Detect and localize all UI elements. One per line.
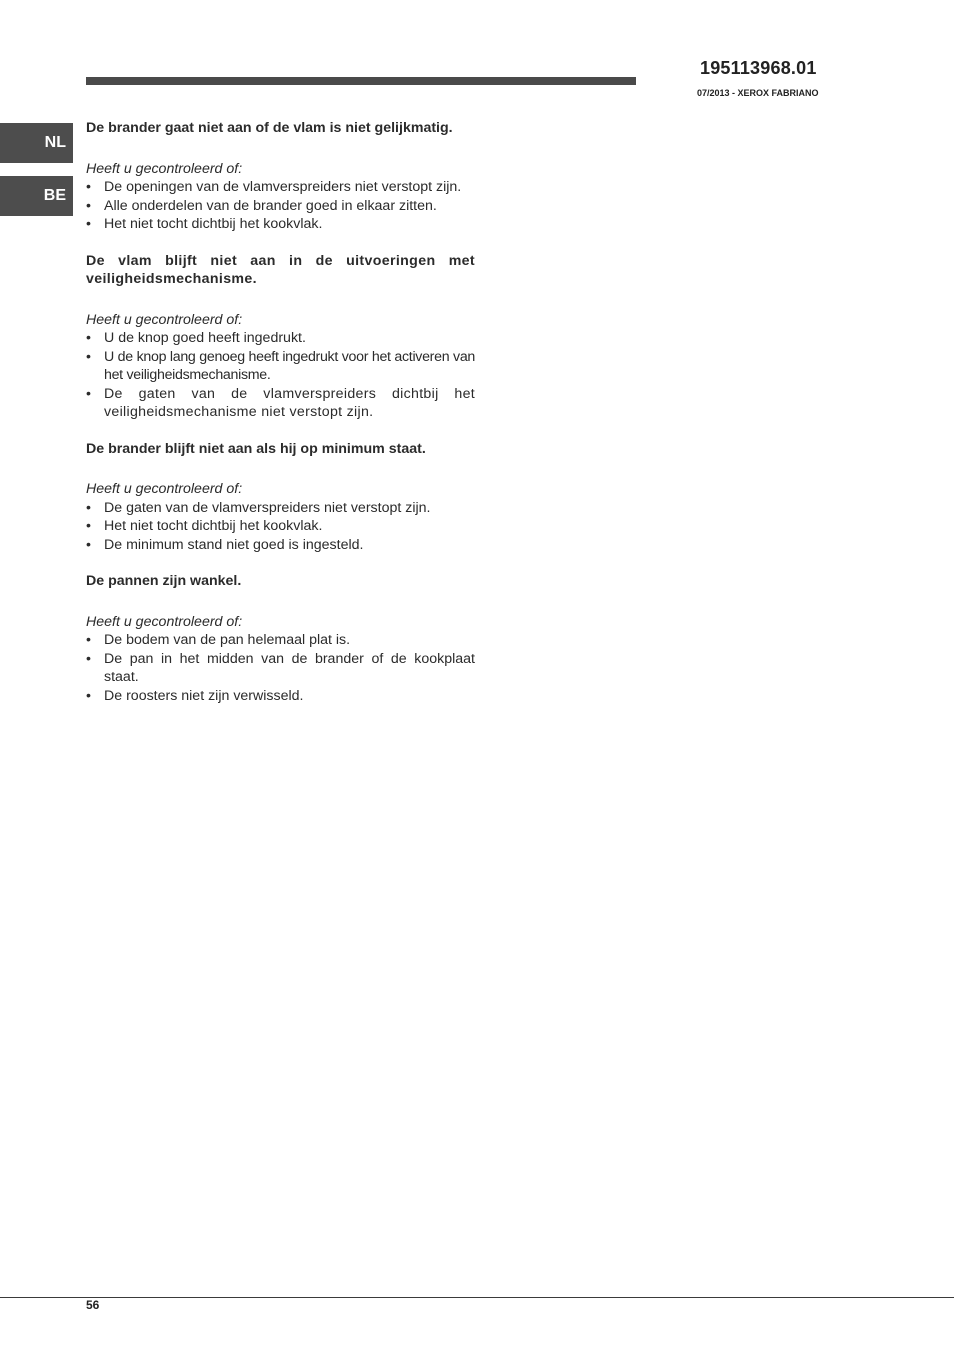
- check-item-text: De gaten van de vlamverspreiders dichtbij het veiligheidsmechanisme niet verstopt zijn.: [104, 385, 475, 420]
- check-item-text: U de knop lang genoeg heeft ingedrukt voor het activeren van het veiligheidsmechanisme.: [104, 348, 475, 383]
- check-item: [86, 197, 475, 216]
- check-item: [86, 385, 475, 422]
- check-item: [86, 650, 475, 687]
- troubleshooting-section: [86, 119, 475, 234]
- section-heading: De brander blijft niet aan als hij op minimum staat.: [86, 440, 426, 457]
- bullet-icon: •: [86, 197, 91, 214]
- check-item: [86, 348, 475, 385]
- bullet-icon: •: [86, 179, 91, 195]
- document-edition: 07/2013 - XEROX FABRIANO: [697, 88, 819, 98]
- bullet-icon: •: [86, 385, 92, 402]
- section-spacer: [86, 422, 475, 440]
- check-item-text: De bodem van de pan helemaal plat is.: [104, 632, 351, 648]
- check-item-text: De minimum stand niet goed is ingesteld.: [104, 536, 364, 553]
- bullet-icon: •: [86, 499, 91, 516]
- section-intro: Heeft u gecontroleerd of:: [86, 481, 243, 497]
- check-item-text: U de knop goed heeft ingedrukt.: [104, 330, 306, 346]
- bullet-icon: •: [86, 687, 91, 704]
- bullet-icon: •: [86, 632, 91, 648]
- section-intro: Heeft u gecontroleerd of:: [86, 160, 243, 177]
- check-list: [86, 499, 475, 555]
- bullet-icon: •: [86, 518, 91, 534]
- bullet-icon: •: [86, 348, 91, 365]
- language-tab-nl: NL: [0, 123, 73, 163]
- check-item-text: De pan in het midden van de brander of de kookplaat staat.: [104, 650, 475, 685]
- check-item-text: Het niet tocht dichtbij het kookvlak.: [104, 216, 323, 232]
- check-item: [86, 687, 475, 706]
- section-intro: Heeft u gecontroleerd of:: [86, 613, 243, 630]
- check-item: [86, 536, 475, 555]
- bullet-icon: •: [86, 650, 91, 667]
- troubleshooting-content: [86, 119, 475, 705]
- check-list: [86, 631, 475, 705]
- check-item-text: Alle onderdelen van de brander goed in elkaar zitten.: [104, 197, 437, 214]
- check-list: [86, 178, 475, 234]
- bullet-icon: •: [86, 216, 91, 232]
- check-list: [86, 329, 475, 422]
- check-item: [86, 178, 475, 197]
- check-item: [86, 517, 475, 536]
- header-rule: [86, 77, 636, 85]
- troubleshooting-section: [86, 440, 475, 555]
- section-spacer: [86, 554, 475, 572]
- section-heading: De brander gaat niet aan of de vlam is niet gelijkmatig.: [86, 120, 453, 136]
- check-item-text: De openingen van de vlamverspreiders niet verstopt zijn.: [104, 179, 462, 195]
- check-item: [86, 631, 475, 650]
- page-number: 56: [86, 1298, 100, 1312]
- language-tab-be: BE: [0, 176, 73, 216]
- check-item: [86, 215, 475, 234]
- troubleshooting-section: [86, 252, 475, 422]
- check-item: [86, 329, 475, 348]
- section-intro: Heeft u gecontroleerd of:: [86, 311, 243, 328]
- section-heading: De vlam blijft niet aan in de uitvoeringen met veiligheidsmechanisme.: [86, 252, 475, 287]
- check-item: [86, 499, 475, 518]
- troubleshooting-section: [86, 572, 475, 705]
- footer-rule: [0, 1297, 954, 1298]
- bullet-icon: •: [86, 536, 91, 553]
- check-item-text: De roosters niet zijn verwisseld.: [104, 687, 304, 704]
- section-spacer: [86, 234, 475, 252]
- section-heading: De pannen zijn wankel.: [86, 573, 242, 589]
- check-item-text: Het niet tocht dichtbij het kookvlak.: [104, 518, 323, 534]
- check-item-text: De gaten van de vlamverspreiders niet verstopt zijn.: [104, 499, 431, 516]
- bullet-icon: •: [86, 330, 91, 346]
- document-number: 195113968.01: [700, 58, 817, 78]
